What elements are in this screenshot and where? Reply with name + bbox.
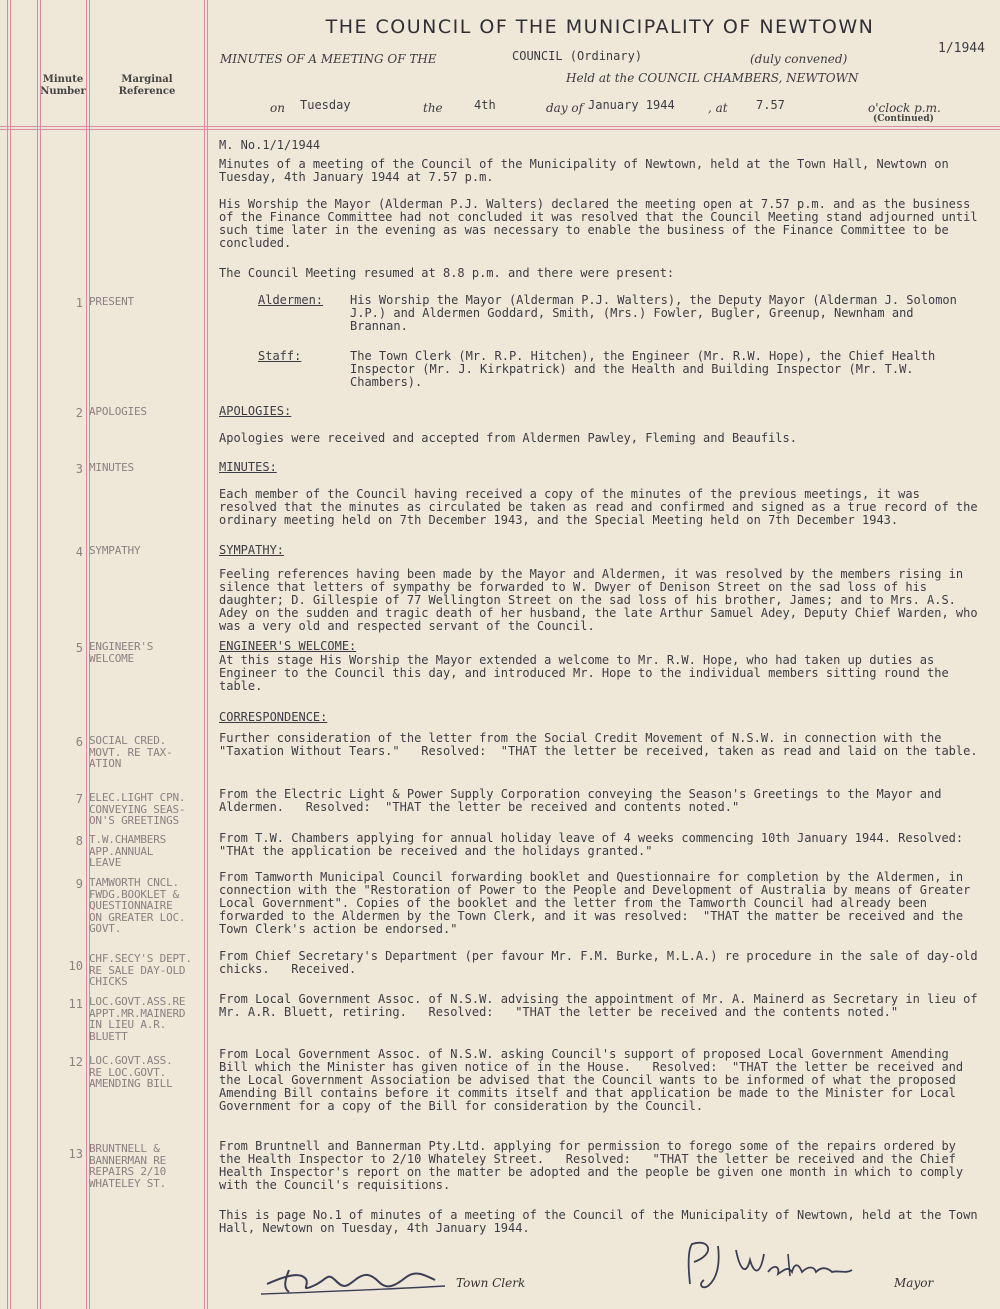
- header-rule-b: [0, 129, 1000, 130]
- oclock-label: o'clock p.m.: [868, 101, 941, 115]
- minute-number: 13: [68, 1147, 83, 1161]
- minute-number: 8: [75, 834, 83, 848]
- marginal-reference: TAMWORTH CNCL. FWDG.BOOKLET & QUESTIONNAIRE ON GREATER LOC. GOVT.: [89, 876, 186, 935]
- aldermen-list: His Worship the Mayor (Alderman P.J. Walters), the Deputy Mayor (Alderman J. Solomon J.P.) and Aldermen Goddard, Smith, (Mrs.) Fowler, Bugler, Greenup, Newnham and Brannan.: [350, 293, 965, 333]
- marginal-reference: BRUNTNELL & BANNERMAN RE REPAIRS 2/10 WHATELEY ST.: [89, 1142, 167, 1190]
- page-reference: 1/1944: [938, 41, 985, 56]
- meeting-time: 7.57: [756, 98, 785, 112]
- minute-number-column-header: Minute Number: [40, 74, 86, 97]
- mayor-signature: [676, 1236, 866, 1296]
- held-at-label: Held at the COUNCIL CHAMBERS, NEWTOWN: [566, 71, 859, 85]
- item-heading: SYMPATHY:: [219, 543, 285, 557]
- marginal-reference-column-header: Marginal Reference: [118, 74, 176, 97]
- aldermen-label: Aldermen:: [258, 293, 324, 307]
- council-title: THE COUNCIL OF THE MUNICIPALITY OF NEWTOWN: [325, 16, 875, 38]
- minute-number: 9: [75, 877, 83, 891]
- minute-column-rule-b: [40, 0, 41, 1309]
- item-text: Further consideration of the letter from the Social Credit Movement of N.S.W. in connection with the "Taxation Without Tears." Resolved: "THAT the letter be received, taken as read and laid on the table.: [219, 731, 978, 758]
- reference-column-rule-a: [86, 0, 87, 1309]
- item-heading: ENGINEER'S WELCOME:: [219, 639, 357, 653]
- town-clerk-signature: [255, 1258, 455, 1306]
- item-text: From Local Government Assoc. of N.S.W. asking Council's support of proposed Local Government Amending Bill which the Minister has given notice of in the House. Resolved: "THAT the letter be received and the Local Government Association be advised that the Council wants to be informed of what the proposed Amending Bill contains before it commits itself and that application be made to the Minister for Local Government for a copy of the Bill for consideration by the Council.: [219, 1047, 971, 1113]
- minute-number: 6: [75, 735, 83, 749]
- left-margin-rule-outer: [7, 0, 8, 1309]
- on-label: on: [270, 101, 285, 115]
- closing-statement: This is page No.1 of minutes of a meeting of the Council of the Municipality of Newtown, held at the Town Hall, Newtown on Tuesday, 4th January 1944.: [219, 1208, 985, 1235]
- day-of-label: day of: [546, 101, 584, 115]
- minute-number: 2: [75, 406, 83, 420]
- minute-number: 5: [75, 641, 83, 655]
- the-label: the: [423, 101, 443, 115]
- marginal-reference: LOC.GOVT.ASS. RE LOC.GOVT. AMENDING BILL: [89, 1054, 173, 1090]
- left-margin-rule-inner: [10, 0, 11, 1309]
- text-column-rule-a: [204, 0, 205, 1309]
- duly-convened-label: (duly convened): [750, 52, 848, 66]
- continued-label: (Continued): [873, 114, 934, 124]
- item-text: From Tamworth Municipal Council forwarding booklet and Questionnaire for completion by the Aldermen, in connection with the "Restoration of Power to the People and Development of Australia by means of Greater Local Government". Copies of the booklet and the letter from the Tamworth Council had already been forwarded to the Aldermen by the Town Clerk, and it was resolved: "THAT the matter be received and the Town Clerk's action be endorsed.": [219, 870, 978, 936]
- item-text: From Chief Secretary's Department (per favour Mr. F.M. Burke, M.L.A.) re procedure in the sale of day-old chicks. Received.: [219, 949, 985, 976]
- item-text: From T.W. Chambers applying for annual holiday leave of 4 weeks commencing 10th January 1944. Resolved: "THAt the application be received and the holidays granted.": [219, 831, 978, 858]
- minute-number: 10: [68, 959, 83, 973]
- item-text: From Bruntnell and Bannerman Pty.Ltd. applying for permission to forego some of the repairs ordered by the Health Inspector to 2/10 Whateley Street. Resolved: "THAT the letter be received and the Chief Health Inspector's report on the matter be adopted and the people be given one month in which to comply with the Council's requisitions.: [219, 1139, 971, 1192]
- staff-label: Staff:: [258, 349, 302, 363]
- marginal-reference: SOCIAL CRED. MOVT. RE TAX- ATION: [89, 734, 173, 770]
- text-column-rule-b: [207, 0, 208, 1309]
- meeting-day: Tuesday: [300, 98, 351, 112]
- marginal-reference: SYMPATHY: [89, 544, 141, 557]
- marginal-reference: T.W.CHAMBERS APP.ANNUAL LEAVE: [89, 833, 167, 869]
- minute-reference-number: M. No.1/1/1944: [219, 138, 321, 152]
- minute-number: 1: [75, 296, 83, 310]
- marginal-reference: APOLOGIES: [89, 405, 147, 418]
- item-text: Feeling references having been made by the Mayor and Aldermen, it was resolved by the members rising in silence that letters of sympathy be forwarded to W. Dwyer of Denison Street on the sad loss of his daughter; D. Gillespie of 77 Wellington Street on the sad loss of his brother, James; and to Mrs. A.S. Adey on the sudden and tragic death of her husband, the late Arthur Samuel Adey, Deputy Chief Warden, who was a very old and respected servant of the Council.: [219, 567, 985, 633]
- staff-list: The Town Clerk (Mr. R.P. Hitchen), the Engineer (Mr. R.W. Hope), the Chief Health Inspector (Mr. J. Kirkpatrick) and the Health and Building Inspector (Mr. T.W. Chambers).: [350, 349, 943, 389]
- marginal-reference: CHF.SECY'S DEPT. RE SALE DAY-OLD CHICKS: [89, 952, 192, 988]
- item-text: From Local Government Assoc. of N.S.W. advising the appointment of Mr. A. Mainerd as Secretary in lieu of Mr. A.R. Bluett, retiring. Resolved: "THAT the letter be received and the contents noted.": [219, 992, 985, 1019]
- item-text: From the Electric Light & Power Supply Corporation conveying the Season's Greetings to the Mayor and Aldermen. Resolved: "THAT the letter be received and contents noted.": [219, 787, 949, 814]
- meeting-type: COUNCIL (Ordinary): [512, 49, 643, 63]
- header-rule-a: [0, 126, 1000, 127]
- at-label: , at: [708, 101, 728, 115]
- mayor-label: Mayor: [894, 1276, 934, 1290]
- minute-number: 12: [68, 1055, 83, 1069]
- intro-paragraph: Minutes of a meeting of the Council of the Municipality of Newtown, held at the Town Hall, Newtown on Tuesday, 4th January 1944 at 7.57 p.m.: [219, 157, 956, 184]
- item-heading: MINUTES:: [219, 460, 277, 474]
- town-clerk-label: Town Clerk: [456, 1276, 526, 1290]
- minute-number: 4: [75, 545, 83, 559]
- marginal-reference: PRESENT: [89, 295, 134, 308]
- correspondence-heading: CORRESPONDENCE:: [219, 710, 328, 724]
- marginal-reference: MINUTES: [89, 461, 134, 474]
- item-text: At this stage His Worship the Mayor extended a welcome to Mr. R.W. Hope, who had taken up duties as Engineer to the Council this day, and introduced Mr. Hope to the individual members sitting round the table.: [219, 653, 956, 693]
- intro-paragraph: The Council Meeting resumed at 8.8 p.m. and there were present:: [219, 266, 675, 280]
- minute-number: 11: [68, 997, 83, 1011]
- intro-paragraph: His Worship the Mayor (Alderman P.J. Walters) declared the meeting open at 7.57 p.m. and as the business of the Finance Committee had not concluded it was resolved that the Council Meeting stand adjourned until such time later in the evening as was necessary to enable the business of the Finance Committee to be concluded.: [219, 197, 985, 250]
- marginal-reference: LOC.GOVT.ASS.RE APPT.MR.MAINERD IN LIEU A.R. BLUETT: [89, 995, 186, 1043]
- marginal-reference: ENGINEER'S WELCOME: [89, 640, 154, 665]
- meeting-month-year: January 1944: [588, 98, 675, 112]
- minutes-of-meeting-label: MINUTES OF A MEETING OF THE: [220, 52, 437, 66]
- item-text: Each member of the Council having received a copy of the minutes of the previous meetings, it was resolved that the minutes as circulated be taken as read and confirmed and signed as a true record of the ordinary meeting held on 7th December 1943, and the Special Meeting held on 7th December 1943.: [219, 487, 985, 527]
- item-text: Apologies were received and accepted from Aldermen Pawley, Fleming and Beaufils.: [219, 431, 797, 445]
- marginal-reference: ELEC.LIGHT CPN. CONVEYING SEAS- ON'S GREETINGS: [89, 791, 186, 827]
- minute-number: 7: [75, 792, 83, 806]
- meeting-date-number: 4th: [474, 98, 496, 112]
- minute-column-rule-a: [37, 0, 38, 1309]
- minute-number: 3: [75, 462, 83, 476]
- item-heading: APOLOGIES:: [219, 404, 292, 418]
